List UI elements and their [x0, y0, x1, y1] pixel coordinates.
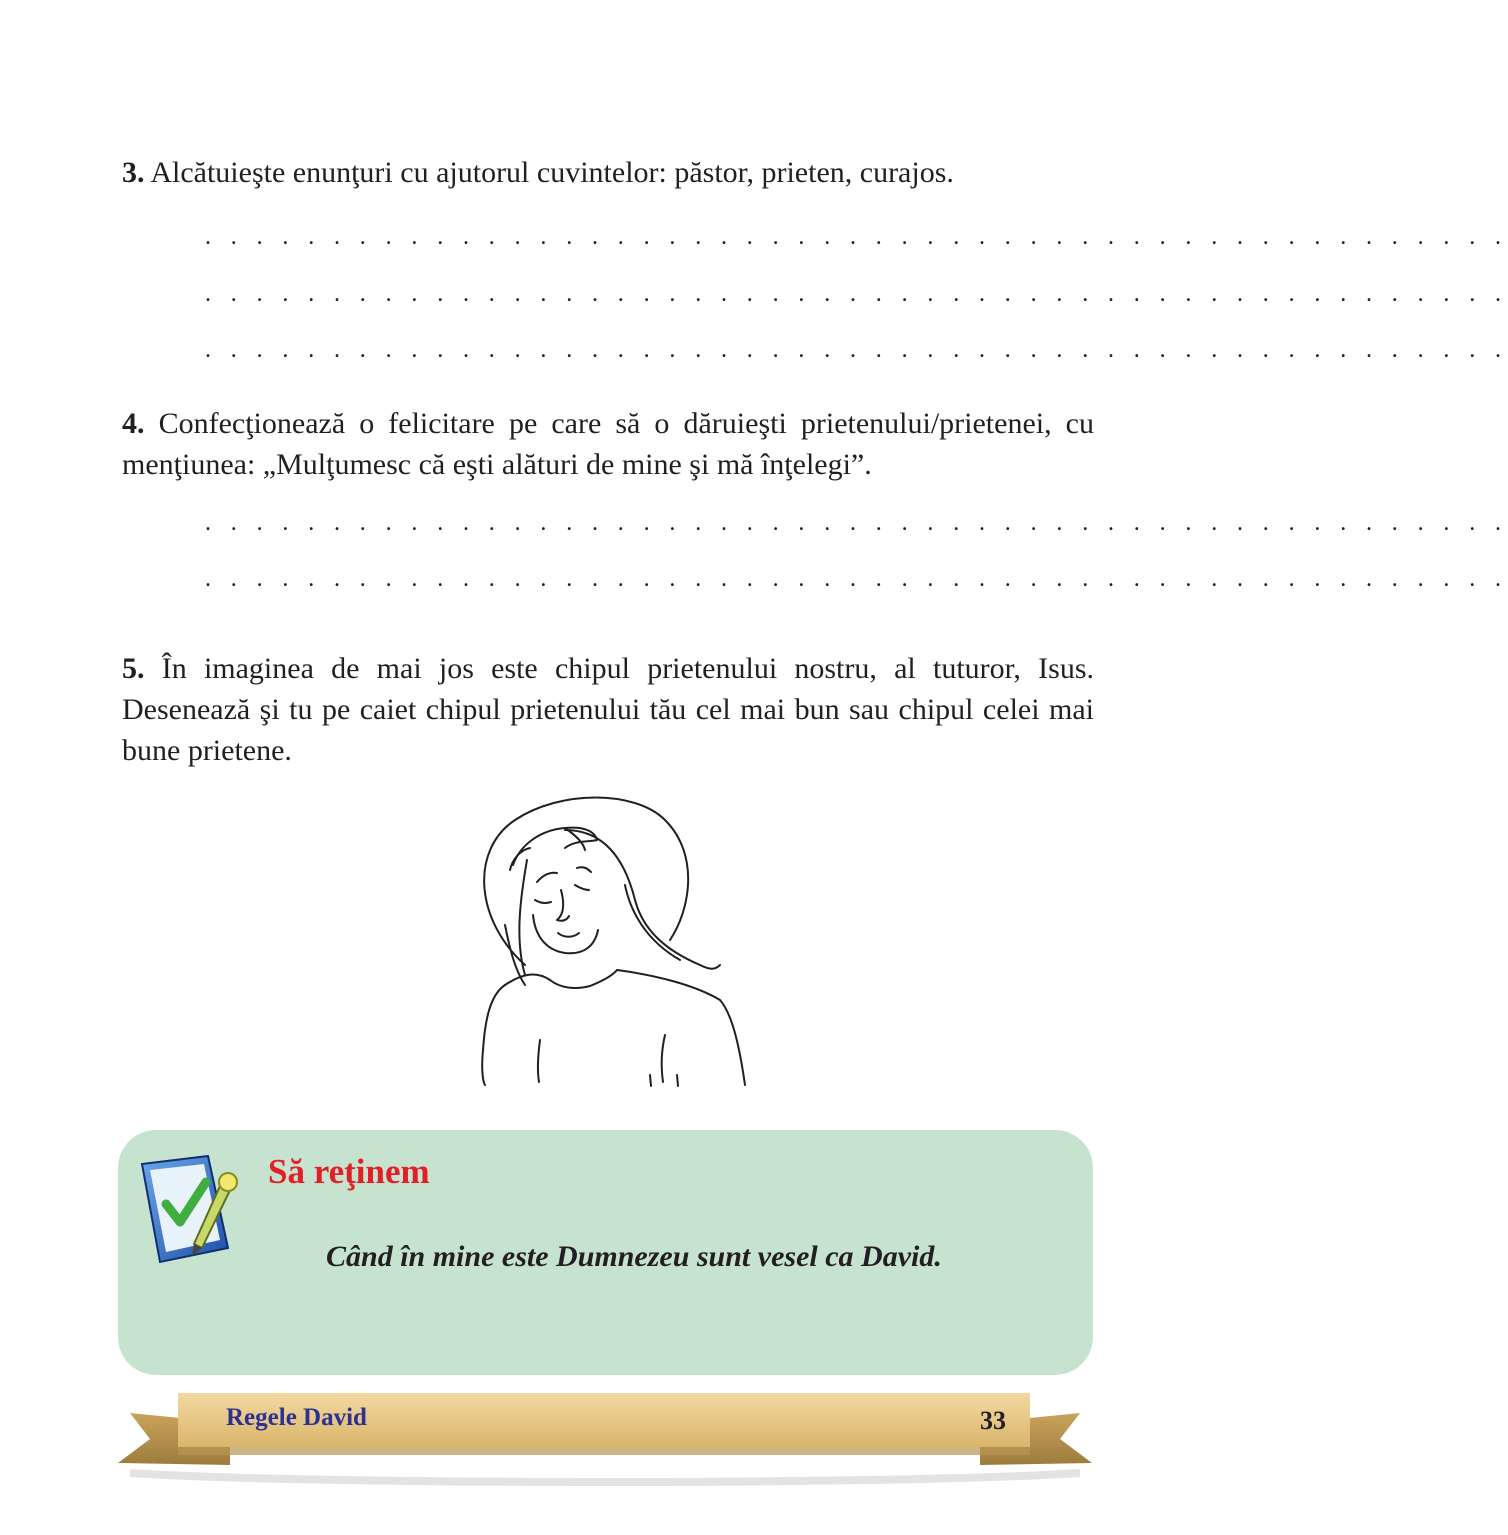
jesus-drawing [465, 790, 755, 1090]
answer-line: . . . . . . . . . . . . . . . . . . . . . . . . . . . . . . . . . . . . . . . . . . . . . . . . . . . [205, 337, 1508, 363]
notebook-pen-icon [136, 1152, 251, 1267]
answer-line: . . . . . . . . . . . . . . . . . . . . . . . . . . . . . . . . . . . . . . . . . . . . . . . . . . . [205, 510, 1508, 536]
exercise-text: Alcătuieşte enunţuri cu ajutorul cuvintelor: păstor, prieten, curajos. [144, 156, 954, 189]
footer-ribbon [110, 1385, 1100, 1485]
answer-line: . . . . . . . . . . . . . . . . . . . . . . . . . . . . . . . . . . . . . . . . . . . . . . . . . . . [205, 566, 1508, 592]
exercise-3 [122, 152, 1094, 193]
exercise-text: Confecţionează o felicitare pe care să o dăruieşti prietenului/prietenei, cu menţiunea: „Mulţumesc că eşti alături de mine şi mă înţelegi”. [122, 407, 1094, 481]
remember-title: Să reţinem [268, 1152, 430, 1191]
exercise-number: 3. [122, 156, 145, 189]
exercise-5 [122, 648, 1094, 771]
footer-chapter-title: Regele David [226, 1404, 367, 1431]
exercise-text: În imaginea de mai jos este chipul prietenului nostru, al tuturor, Isus. Desenează şi tu pe caiet chipul prietenului tău cel mai bun sau chipul celei mai bune prietene. [122, 652, 1094, 767]
remember-text: Când în mine este Dumnezeu sunt vesel ca David. [326, 1240, 942, 1273]
exercise-4 [122, 403, 1094, 485]
exercise-number: 4. [122, 407, 145, 440]
answer-line: . . . . . . . . . . . . . . . . . . . . . . . . . . . . . . . . . . . . . . . . . . . . . . . . . . . [205, 281, 1508, 307]
answer-line: . . . . . . . . . . . . . . . . . . . . . . . . . . . . . . . . . . . . . . . . . . . . . . . . . . . [205, 224, 1508, 250]
page-number: 33 [980, 1406, 1006, 1435]
exercise-number: 5. [122, 652, 145, 685]
